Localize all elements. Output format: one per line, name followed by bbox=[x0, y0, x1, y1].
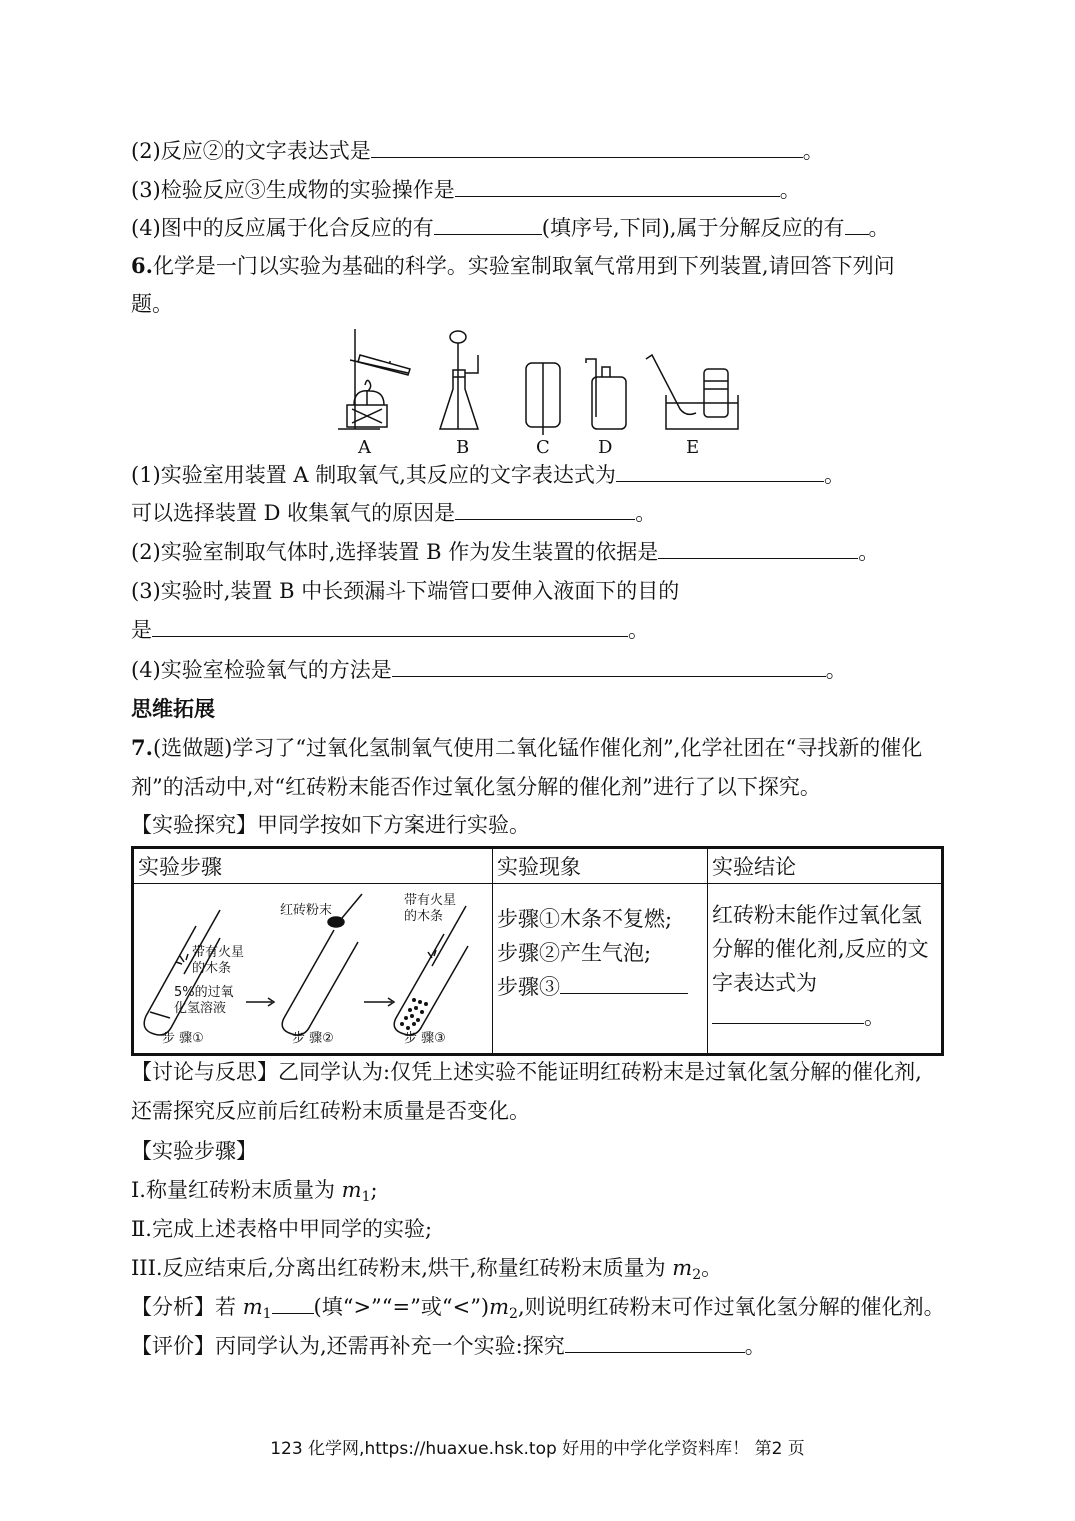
question-number: 7. bbox=[131, 735, 153, 760]
label-ember: 的木条 bbox=[404, 909, 444, 924]
apparatus-a bbox=[338, 329, 410, 429]
analysis-text: 【分析】若 bbox=[131, 1295, 236, 1319]
label-d: D bbox=[598, 437, 613, 457]
page-footer: 123 化学网,https://huaxue.hsk.top 好用的中学化学资料库！ 第2 页 bbox=[270, 1439, 805, 1459]
period: 。 bbox=[825, 658, 847, 682]
conclusion-line: 分解的催化剂,反应的文 bbox=[712, 937, 929, 961]
step-1-text: Ⅰ.称量红砖粉末质量为 bbox=[131, 1178, 335, 1202]
answer-blank[interactable] bbox=[560, 973, 688, 994]
discuss-line2: 还需探究反应前后红砖粉末质量是否变化。 bbox=[131, 1099, 530, 1123]
var-m: m bbox=[489, 1295, 510, 1319]
step-2: Ⅱ.完成上述表格中甲同学的实验; bbox=[131, 1217, 433, 1241]
q6-q1-line2 bbox=[131, 499, 656, 527]
phenomenon-2: 步骤②产生气泡; bbox=[497, 941, 652, 965]
q5-line-3 bbox=[131, 176, 801, 204]
punct: 。 bbox=[701, 1256, 723, 1280]
conclusion-line: 红砖粉末能作过氧化氢 bbox=[712, 903, 922, 927]
var-m: m bbox=[672, 1256, 693, 1280]
step-3 bbox=[131, 1254, 722, 1289]
q6-stem-line2 bbox=[131, 290, 173, 318]
question-number: 6. bbox=[131, 253, 153, 278]
q5-p3-text: (3)检验反应③生成物的实验操作是 bbox=[131, 178, 455, 202]
q6-q2-line bbox=[131, 538, 879, 566]
var-m: m bbox=[341, 1178, 362, 1202]
label-a: A bbox=[358, 437, 371, 457]
q7-stem-line1 bbox=[131, 734, 922, 762]
conclusion-blank-line bbox=[712, 1000, 937, 1034]
q7-explore: 【实验探究】甲同学按如下方案进行实验。 bbox=[131, 813, 530, 837]
q6-q3-line2 bbox=[131, 616, 649, 644]
label-ember: 的木条 bbox=[192, 961, 232, 976]
answer-blank[interactable] bbox=[658, 538, 858, 559]
apparatus-c bbox=[526, 363, 560, 435]
experiment-table bbox=[131, 846, 944, 1056]
period: 。 bbox=[628, 618, 649, 642]
q6-q3a-text: (3)实验时,装置 B 中长颈漏斗下端管口要伸入液面下的目的 bbox=[131, 579, 680, 603]
label-ember: 带有火星 bbox=[404, 893, 457, 908]
q5-p2-text: (2)反应②的文字表达式是 bbox=[131, 139, 371, 163]
steps-figure-cell bbox=[133, 884, 493, 1055]
subscript: 2 bbox=[509, 1306, 518, 1322]
step-label: 步 骤③ bbox=[404, 1031, 446, 1046]
step-3-text: III.反应结束后,分离出红砖粉末,烘干,称量红砖粉末质量为 bbox=[131, 1256, 666, 1280]
answer-blank[interactable] bbox=[845, 214, 869, 235]
period: 。 bbox=[779, 178, 801, 202]
answer-blank[interactable] bbox=[455, 499, 635, 520]
q6-q4-line bbox=[131, 656, 847, 684]
eval-text: 【评价】丙同学认为,还需再补充一个实验:探究 bbox=[131, 1334, 565, 1358]
label-b: B bbox=[456, 437, 470, 457]
apparatus-b bbox=[440, 331, 478, 429]
q5-p4b-text: (填序号,下同),属于分解反应的有 bbox=[541, 216, 845, 240]
section-title: 思维拓展 bbox=[131, 696, 215, 721]
period: 。 bbox=[635, 501, 657, 525]
subscript: 1 bbox=[361, 1189, 371, 1205]
q6-q3-line1 bbox=[131, 577, 679, 605]
phenomenon-3-line bbox=[497, 970, 703, 1004]
q6-q2-text: (2)实验室制取气体时,选择装置 B 作为发生装置的依据是 bbox=[131, 540, 659, 564]
header-steps: 实验步骤 bbox=[133, 848, 493, 884]
q6-stem-line1 bbox=[131, 252, 895, 280]
eval-line bbox=[131, 1332, 766, 1360]
analysis-text: ,则说明红砖粉末可作过氧化氢分解的催化剂。 bbox=[517, 1295, 945, 1319]
subscript: 1 bbox=[262, 1306, 272, 1322]
steps-title: 【实验步骤】 bbox=[131, 1139, 257, 1163]
q5-line-4 bbox=[131, 214, 890, 242]
answer-blank[interactable] bbox=[392, 656, 826, 677]
answer-blank[interactable] bbox=[565, 1332, 745, 1353]
answer-blank[interactable] bbox=[152, 616, 628, 637]
q6-q4-text: (4)实验室检验氧气的方法是 bbox=[131, 658, 392, 682]
q6-stem: 化学是一门以实验为基础的科学。实验室制取氧气常用到下列装置,请回答下列问 bbox=[152, 254, 895, 278]
phenomenon-1: 步骤①木条不复燃; bbox=[497, 907, 673, 931]
q6-q1a-text: (1)实验室用装置 A 制取氧气,其反应的文字表达式为 bbox=[131, 463, 616, 487]
period: 。 bbox=[802, 139, 824, 163]
label-powder: 红砖粉末 bbox=[280, 903, 333, 918]
steps-figure bbox=[134, 884, 488, 1048]
q5-p4a-text: (4)图中的反应属于化合反应的有 bbox=[131, 216, 434, 240]
label-e: E bbox=[686, 437, 700, 457]
q6-stem-cont: 题。 bbox=[131, 292, 173, 316]
header-conclusion: 实验结论 bbox=[708, 848, 943, 884]
q6-q1-line1 bbox=[131, 461, 845, 489]
q5-line-2 bbox=[131, 137, 824, 165]
conclusion-cell bbox=[708, 884, 943, 1055]
period: 。 bbox=[744, 1334, 766, 1358]
period: 。 bbox=[858, 540, 880, 564]
answer-blank[interactable] bbox=[371, 137, 803, 158]
analysis-line bbox=[131, 1293, 945, 1328]
discuss-line1: 【讨论与反思】乙同学认为:仅凭上述实验不能证明红砖粉末是过氧化氢分解的催化剂, bbox=[131, 1060, 922, 1084]
q7-stem-cont: 剂”的活动中,对“红砖粉末能否作过氧化氢分解的催化剂”进行了以下探究。 bbox=[131, 775, 821, 799]
label-solution: 5%的过氧 bbox=[174, 985, 234, 1000]
q6-q3b-text: 是 bbox=[131, 618, 152, 642]
q7-stem: (选做题)学习了“过氧化氢制氧气使用二氧化锰作催化剂”,化学社团在“寻找新的催化 bbox=[152, 736, 923, 760]
apparatus-d bbox=[586, 359, 626, 429]
answer-blank[interactable] bbox=[455, 176, 780, 197]
phenomenon-cell bbox=[493, 884, 708, 1055]
answer-blank[interactable] bbox=[616, 461, 824, 482]
apparatus-e bbox=[646, 355, 738, 429]
apparatus-figure bbox=[330, 325, 750, 457]
step-label: 步 骤① bbox=[162, 1031, 204, 1046]
step-label: 步 骤② bbox=[292, 1031, 334, 1046]
period: 。 bbox=[864, 1005, 885, 1029]
step-1 bbox=[131, 1176, 378, 1211]
analysis-text: (填“>”“=”或“<”) bbox=[313, 1295, 490, 1319]
period: 。 bbox=[823, 463, 845, 487]
label-c: C bbox=[536, 437, 550, 457]
label-ember: 带有火星 bbox=[192, 945, 245, 960]
period: 。 bbox=[868, 216, 890, 240]
var-m: m bbox=[242, 1295, 263, 1319]
header-phenomenon: 实验现象 bbox=[493, 848, 708, 884]
conclusion-line: 字表达式为 bbox=[712, 971, 817, 995]
phenomenon-3: 步骤③ bbox=[497, 975, 560, 999]
punct: ; bbox=[370, 1178, 378, 1202]
answer-blank[interactable] bbox=[434, 214, 542, 235]
label-solution: 化氢溶液 bbox=[174, 1001, 227, 1016]
q7-stem-line2 bbox=[131, 773, 821, 801]
answer-blank[interactable] bbox=[712, 1003, 864, 1024]
subscript: 2 bbox=[692, 1267, 702, 1283]
answer-blank[interactable] bbox=[272, 1293, 314, 1314]
q6-q1b-text: 可以选择装置 D 收集氧气的原因是 bbox=[131, 501, 456, 525]
